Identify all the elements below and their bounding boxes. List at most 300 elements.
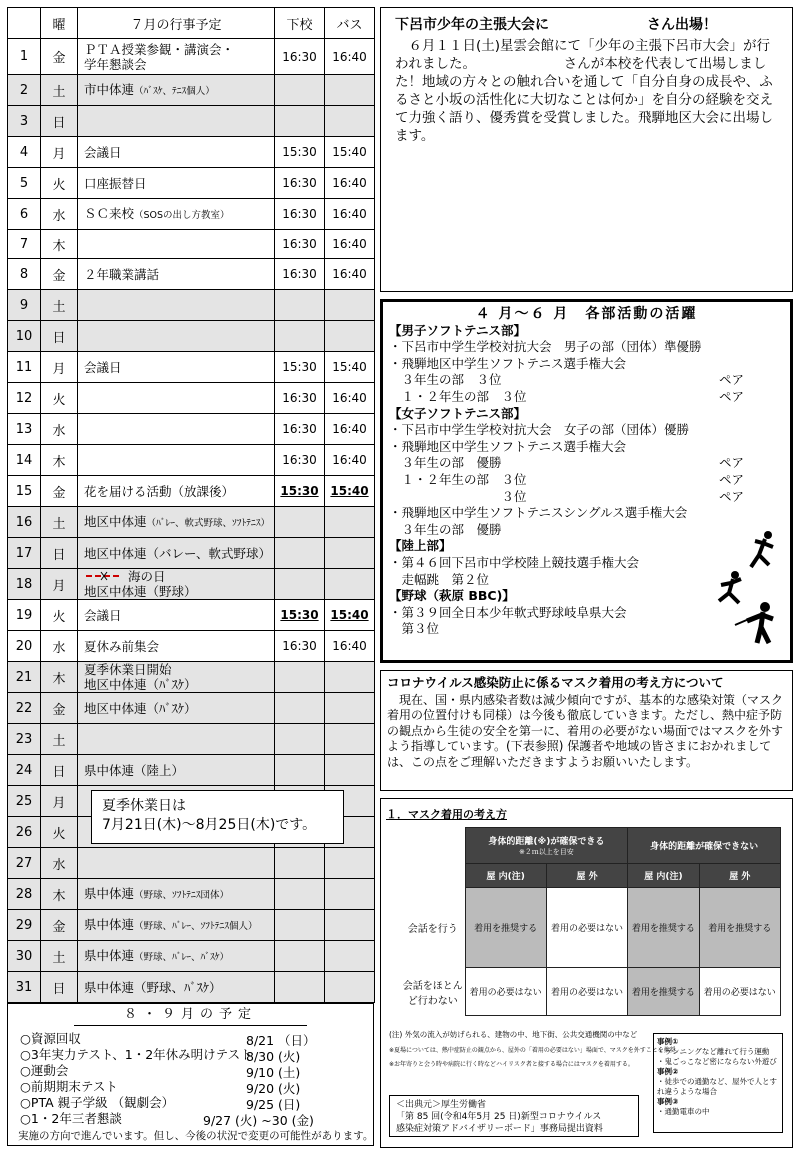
case-1a: ・ランニングなど離れて行う運動	[657, 1047, 770, 1056]
day-number: 17	[8, 538, 41, 569]
weekday: 火	[41, 817, 78, 848]
event-cell	[78, 137, 275, 168]
weekday: 水	[41, 631, 78, 662]
event-cell	[78, 39, 275, 75]
calendar-row	[8, 352, 375, 383]
event-text: 市中体連	[84, 81, 135, 97]
event-cell	[78, 106, 275, 137]
event-text: 会議日	[84, 144, 122, 160]
club-results	[380, 299, 793, 663]
club-result-line	[389, 505, 784, 522]
day-number: 8	[8, 259, 41, 290]
day-number: 31	[8, 972, 41, 1003]
day-number: 15	[8, 476, 41, 507]
weekday: 火	[41, 383, 78, 414]
calendar-header-0	[8, 8, 41, 39]
day-number: 13	[8, 414, 41, 445]
event-cell	[78, 538, 275, 569]
schedule-item: ○資源回収	[20, 1031, 81, 1046]
bus-time	[325, 75, 375, 106]
calendar-row	[8, 972, 375, 1003]
dismissal-time: 16:30	[275, 414, 325, 445]
day-number: 5	[8, 168, 41, 199]
calendar-row	[8, 569, 375, 600]
indoor-header: 屋 内(注)	[465, 864, 546, 888]
dismissal-time	[275, 290, 325, 321]
event-cell	[78, 631, 275, 662]
bus-time: 16:40	[325, 631, 375, 662]
event-text: 県中体連	[84, 885, 135, 901]
club-line-text: １・２年生の部 ３位	[389, 471, 527, 487]
calendar-row	[8, 755, 375, 786]
club-line-text: １・２年生の部 ３位	[389, 388, 527, 404]
day-number: 29	[8, 910, 41, 941]
day-number: 24	[8, 755, 41, 786]
event-note: （野球、ｿﾌﾄﾃﾆｽ団体）	[134, 889, 230, 901]
event-text: 夏季休業日開始	[84, 662, 172, 677]
distance-ng-header: 身体的距離が確保できない	[628, 828, 781, 864]
vacation-notice	[91, 790, 344, 844]
schedule-item: ○運動会	[20, 1063, 69, 1078]
article-body: ６月１１日(土)星雲会館にて「少年の主張下呂市大会」が行われました。 さんが本校を代表して出場しました！地域の方々との触れ合いを通して「自分自身の成長や、ふるさと小坂の活性化に大切なことは何か」を自分の経験を交えて力強く語り、優秀賞を受賞しました。飛騨地区大会に出場します。	[395, 38, 773, 144]
bus-time: 15:40	[325, 476, 375, 507]
day-number: 16	[8, 507, 41, 538]
source-line-1: ＜出典元＞厚生労働省	[396, 1100, 487, 1110]
calendar-header-1: 曜	[41, 8, 78, 39]
bus-time: 15:40	[325, 352, 375, 383]
case-3a: ・通勤電車の中	[657, 1107, 710, 1116]
club-line-text: 【女子ソフトテニス部】	[389, 405, 527, 421]
day-number: 22	[8, 693, 41, 724]
event-cell	[78, 476, 275, 507]
bus-time	[325, 507, 375, 538]
dismissal-time	[275, 879, 325, 910]
bus-time	[325, 693, 375, 724]
weekday: 日	[41, 106, 78, 137]
club-line-text: 【男子ソフトテニス部】	[389, 322, 527, 338]
bus-time	[325, 662, 375, 693]
calendar-row	[8, 941, 375, 972]
weekday: 火	[41, 168, 78, 199]
distance-ok-label: 身体的距離(※)が確保できる	[488, 837, 605, 847]
bus-time	[325, 724, 375, 755]
event-text: 会議日	[84, 359, 122, 375]
vacation-line-1: 夏季休業日は	[102, 798, 186, 814]
event-note: （野球、ﾊﾞﾚｰ、ﾊﾞｽｹ）	[134, 951, 230, 963]
dismissal-time	[275, 106, 325, 137]
day-number: 6	[8, 199, 41, 230]
calendar-header	[8, 8, 375, 39]
day-number: 2	[8, 75, 41, 106]
weekday: 火	[41, 600, 78, 631]
day-number: 12	[8, 383, 41, 414]
case-3: 事例③	[657, 1097, 679, 1106]
dismissal-time: 15:30	[275, 600, 325, 631]
indoor-header-2: 屋 内(注)	[628, 864, 699, 888]
event-cell	[78, 230, 275, 259]
calendar-row	[8, 538, 375, 569]
mask-figure-heading: １．マスク着用の考え方	[386, 808, 507, 821]
club-line-text: ３年生の部 優勝	[389, 521, 502, 537]
july-calendar	[7, 7, 375, 1003]
club-line-text: ・下呂市中学生学校対抗大会 男子の部（団体）準優勝	[389, 339, 702, 355]
event-cell	[78, 352, 275, 383]
dismissal-time: 16:30	[275, 631, 325, 662]
club-result-line	[389, 422, 784, 439]
event-text-2: 地区中体連（野球）	[84, 584, 197, 599]
weekday: 水	[41, 199, 78, 230]
calendar-row	[8, 75, 375, 106]
event-text: 地区中体連（ﾊﾞｽｹ）	[84, 700, 197, 716]
event-cell	[78, 199, 275, 230]
schedule-date: 8/30 (火)	[246, 1049, 301, 1064]
event-text: 会議日	[84, 607, 122, 623]
calendar-row	[8, 230, 375, 259]
pair-label: ペア	[719, 388, 745, 404]
event-text: 地区中体連（バレー、軟式野球）	[84, 545, 272, 561]
day-number: 19	[8, 600, 41, 631]
calendar-row	[8, 290, 375, 321]
event-note: （ﾊﾞﾚｰ、軟式野球、ｿﾌﾄﾃﾆｽ）	[146, 517, 271, 529]
day-number: 27	[8, 848, 41, 879]
day-number: 1	[8, 39, 41, 75]
club-line-text: ・飛騨地区中学生ソフトテニス選手権大会	[389, 438, 627, 454]
event-cell	[78, 290, 275, 321]
bus-time: 16:40	[325, 39, 375, 75]
weekday: 日	[41, 972, 78, 1003]
calendar-row	[8, 445, 375, 476]
weekday: 月	[41, 137, 78, 168]
cell-1-1: 着用を推奨する	[465, 888, 546, 968]
club-result-line	[389, 489, 784, 506]
calendar-row	[8, 414, 375, 445]
schedule-note: 実施の方向で進んでいます。但し、今後の状況で変更の可能性があります。	[18, 1130, 374, 1142]
bus-time	[325, 972, 375, 1003]
bus-time	[325, 910, 375, 941]
weekday: 水	[41, 414, 78, 445]
event-text: 県中体連（野球、ﾊﾞｽｹ）	[84, 979, 222, 995]
dismissal-time	[275, 662, 325, 693]
event-text: ＳＣ来校	[84, 205, 135, 221]
club-result-line	[389, 439, 784, 456]
dismissal-time: 16:30	[275, 445, 325, 476]
event-cell	[78, 910, 275, 941]
bus-time: 16:40	[325, 414, 375, 445]
case-2a: ・徒歩での通勤など、屋外で人とすれ違うような場合	[657, 1077, 777, 1096]
event-text-2: 地区中体連（ﾊﾞｽｹ）	[84, 677, 197, 692]
event-text: 夏休み前集会	[84, 638, 160, 654]
event-cell	[78, 507, 275, 538]
day-number: 11	[8, 352, 41, 383]
weekday: 木	[41, 230, 78, 259]
day-number: 9	[8, 290, 41, 321]
club-line-text: ３年生の部 優勝	[389, 455, 502, 471]
dismissal-time: 16:30	[275, 199, 325, 230]
mask-note-1: (注) 外気の流入が妨げられる、建物の中、地下街、公共交通機関の中など	[389, 1030, 638, 1039]
cell-1-2: 着用の必要はない	[546, 888, 627, 968]
dismissal-time: 15:30	[275, 352, 325, 383]
source-line-3: 感染症対策アドバイザリーボード」事務局提出資料	[396, 1124, 603, 1134]
bus-time	[325, 321, 375, 352]
club-line-text: 【陸上部】	[389, 538, 452, 554]
pair-label: ペア	[719, 455, 745, 471]
bus-time: 16:40	[325, 259, 375, 290]
day-number: 3	[8, 106, 41, 137]
bus-time	[325, 941, 375, 972]
event-text: 口座振替日	[84, 175, 147, 191]
pair-label: ペア	[719, 372, 745, 388]
mask-policy-body: 現在、国・県内感染者数は減少傾向ですが、基本的な感染対策（マスク着用の位置付けも同様）は今後も徹底していきます。ただし、熱中症予防の観点から生徒の安全を第一に、着用の必要がない場面ではマスクを外すよう指導しています。(下表参照) 保護者や地域の皆さまにおかれましては、この点をご理解いただきますようお願いいたします。	[387, 692, 784, 769]
club-line-text: ・下呂市中学生学校対抗大会 女子の部（団体）優勝	[389, 422, 690, 438]
cell-2-3: 着用を推奨する	[628, 968, 699, 1016]
weekday: 土	[41, 724, 78, 755]
weekday: 金	[41, 693, 78, 724]
calendar-row	[8, 600, 375, 631]
case-1b: ・鬼ごっこなど密にならない外遊び	[657, 1057, 777, 1066]
club-result-line	[389, 372, 784, 389]
bus-time	[325, 290, 375, 321]
weekday: 土	[41, 75, 78, 106]
calendar-row	[8, 476, 375, 507]
bus-time	[325, 755, 375, 786]
bus-time: 15:40	[325, 600, 375, 631]
dismissal-time: 16:30	[275, 230, 325, 259]
calendar-row	[8, 321, 375, 352]
weekday: 土	[41, 507, 78, 538]
event-cell	[78, 693, 275, 724]
schedule-item: ○前期期末テスト	[20, 1079, 118, 1094]
event-cell	[78, 321, 275, 352]
club-category	[389, 406, 784, 423]
weekday: 月	[41, 352, 78, 383]
weekday: 土	[41, 290, 78, 321]
weekday: 金	[41, 476, 78, 507]
weekday: 木	[41, 879, 78, 910]
cell-2-2: 着用の必要はない	[546, 968, 627, 1016]
outdoor-header-2: 屋 外	[699, 864, 780, 888]
calendar-header-4: バス	[325, 8, 375, 39]
mask-policy-notice	[380, 670, 793, 791]
schedule-item: ○PTA 親子学級 （観劇会）	[20, 1095, 175, 1110]
event-text: 県中体連	[84, 916, 135, 932]
schedule-date: 9/10 (土)	[246, 1065, 301, 1080]
bus-time: 16:40	[325, 383, 375, 414]
calendar-row	[8, 383, 375, 414]
day-number: 14	[8, 445, 41, 476]
calendar-row	[8, 168, 375, 199]
club-line-text: 第３位	[389, 621, 440, 637]
weekday: 金	[41, 259, 78, 290]
mask-note-3: ※お年寄りと会う時や病院に行く時などハイリスク者と接する場合にはマスクを着用する。	[389, 1061, 634, 1068]
calendar-row	[8, 662, 375, 693]
calendar-row	[8, 137, 375, 168]
bus-time: 16:40	[325, 230, 375, 259]
schedule-item: ○1・2年三者懇談	[20, 1111, 122, 1126]
club-result-line	[389, 339, 784, 356]
day-number: 26	[8, 817, 41, 848]
event-text: ＰＴＡ授業参観・講演会・	[84, 41, 235, 57]
day-number: 23	[8, 724, 41, 755]
bus-time	[325, 879, 375, 910]
dismissal-time: 16:30	[275, 383, 325, 414]
club-line-text: 【野球（萩原 BBC)】	[389, 588, 515, 604]
calendar-header-2: ７月の行事予定	[78, 8, 275, 39]
weekday: 月	[41, 569, 78, 600]
distance-ok-header	[465, 828, 628, 864]
dismissal-time	[275, 724, 325, 755]
day-number: 7	[8, 230, 41, 259]
calendar-row	[8, 259, 375, 290]
club-category	[389, 323, 784, 340]
mask-cases-box	[653, 1033, 783, 1133]
dismissal-time	[275, 910, 325, 941]
bus-time	[325, 538, 375, 569]
dismissal-time	[275, 848, 325, 879]
event-cell	[78, 879, 275, 910]
cell-1-3: 着用を推奨する	[628, 888, 699, 968]
source-line-2: 「第 85 回(令和4年5月 25 日)新型コロナウイルス	[396, 1112, 602, 1122]
club-result-line	[389, 356, 784, 373]
dismissal-time: 16:30	[275, 168, 325, 199]
club-line-text: 走幅跳 第２位	[389, 571, 490, 587]
event-text-2: 学年懇談会	[84, 56, 147, 72]
mask-guideline-table	[401, 827, 781, 1016]
day-number: 21	[8, 662, 41, 693]
dismissal-time: 16:30	[275, 259, 325, 290]
weekday: 金	[41, 39, 78, 75]
event-text: 地区中体連	[84, 513, 147, 529]
article-title: 下呂市少年の主張大会に さん出場！	[395, 17, 717, 33]
row-silent-label: 会話をほとんど行わない	[402, 980, 463, 1007]
club-result-line	[389, 472, 784, 489]
event-cell	[78, 75, 275, 106]
bus-time: 16:40	[325, 445, 375, 476]
schedule-date: 9/27 (火) ~30 (金)	[203, 1113, 314, 1128]
club-result-line	[389, 389, 784, 406]
calendar-row	[8, 724, 375, 755]
club-line-text: ・第３９回全日本少年軟式野球岐阜県大会	[389, 604, 627, 620]
cell-2-4: 着用の必要はない	[699, 968, 780, 1016]
case-1: 事例①	[657, 1037, 679, 1046]
source-box	[389, 1095, 639, 1137]
dismissal-time	[275, 538, 325, 569]
bus-time: 16:40	[325, 199, 375, 230]
event-cell	[78, 383, 275, 414]
event-cell	[78, 414, 275, 445]
bus-time	[325, 569, 375, 600]
cell-1-4: 着用を推奨する	[699, 888, 780, 968]
dismissal-time	[275, 941, 325, 972]
weekday: 日	[41, 755, 78, 786]
dismissal-time	[275, 75, 325, 106]
dismissal-time: 15:30	[275, 476, 325, 507]
event-text: 県中体連	[84, 947, 135, 963]
schedule-date: 8/21 （日）	[246, 1033, 316, 1048]
dismissal-time	[275, 755, 325, 786]
athlete-silhouettes-icon	[713, 527, 783, 647]
day-number: 30	[8, 941, 41, 972]
schedule-date: 9/25 (日)	[246, 1097, 301, 1112]
weekday: 木	[41, 445, 78, 476]
event-cell	[78, 445, 275, 476]
club-line-text: ３位	[389, 488, 527, 504]
event-cell	[78, 259, 275, 290]
bus-time: 15:40	[325, 137, 375, 168]
dismissal-time: 16:30	[275, 39, 325, 75]
weekday: 日	[41, 321, 78, 352]
event-text: 県中体連（陸上）	[84, 762, 185, 778]
day-number: 28	[8, 879, 41, 910]
dismissal-time	[275, 693, 325, 724]
day-number: 25	[8, 786, 41, 817]
calendar-header-3: 下校	[275, 8, 325, 39]
event-cell	[78, 600, 275, 631]
bus-time	[325, 848, 375, 879]
dismissal-time: 15:30	[275, 137, 325, 168]
pair-label: ペア	[719, 471, 745, 487]
weekday: 月	[41, 786, 78, 817]
calendar-row	[8, 106, 375, 137]
calendar-row	[8, 631, 375, 662]
event-cell	[78, 662, 275, 693]
day-number: 4	[8, 137, 41, 168]
dismissal-time	[275, 321, 325, 352]
calendar-row	[8, 848, 375, 879]
row-talking-label: 会話を行う	[407, 924, 458, 935]
event-text: 花を届ける活動（放課後）	[84, 483, 235, 499]
event-cell	[78, 848, 275, 879]
weekday: 土	[41, 941, 78, 972]
day-number: 20	[8, 631, 41, 662]
schedule-date: 9/20 (火)	[246, 1081, 301, 1096]
bus-time: 16:40	[325, 168, 375, 199]
calendar-row	[8, 39, 375, 75]
schedule-item: ○3年実力テスト、1・2年休み明けテスト	[20, 1047, 253, 1062]
mask-policy-title: コロナウイルス感染防止に係るマスク着用の考え方について	[387, 675, 724, 690]
club-result-line	[389, 455, 784, 472]
calendar-row	[8, 910, 375, 941]
pair-label: ペア	[719, 488, 745, 504]
event-note: （野球、ﾊﾞﾚｰ、ｿﾌﾄﾃﾆｽ個人）	[134, 920, 258, 932]
club-results-title: ４ 月～６ 月 各部活動の活躍	[475, 306, 698, 322]
bus-time	[325, 106, 375, 137]
event-cell	[78, 941, 275, 972]
event-cell	[78, 724, 275, 755]
event-text: ２年職業講話	[84, 266, 160, 282]
club-line-text: ３年生の部 ３位	[389, 372, 502, 388]
dismissal-time	[275, 569, 325, 600]
event-note: （SOSの出し方教室）	[134, 209, 230, 221]
mask-note-2: ※夏場については、熱中症防止の観点から、屋外の「着用の必要はない」場面で、マスクを外すことを推奨。	[389, 1047, 682, 1054]
weekday: 金	[41, 910, 78, 941]
event-cell	[78, 168, 275, 199]
club-line-text: ・飛騨地区中学生ソフトテニス選手権大会	[389, 355, 627, 371]
aug-sep-schedule	[7, 1003, 374, 1146]
vacation-line-2: 7月21日(木)～8月25日(木)です。	[102, 817, 317, 833]
calendar-row	[8, 199, 375, 230]
club-line-text: ・第４６回下呂市中学校陸上競技選手権大会	[389, 554, 640, 570]
calendar-row	[8, 507, 375, 538]
dismissal-time	[275, 972, 325, 1003]
flag-icon	[84, 569, 124, 584]
event-text: 海の日	[128, 569, 166, 584]
day-number: 18	[8, 569, 41, 600]
case-2: 事例②	[657, 1067, 679, 1076]
outdoor-header: 屋 外	[546, 864, 627, 888]
speech-contest-article	[380, 7, 793, 292]
calendar-row	[8, 693, 375, 724]
club-line-text: ・飛騨地区中学生ソフトテニスシングルス選手権大会	[389, 505, 688, 521]
